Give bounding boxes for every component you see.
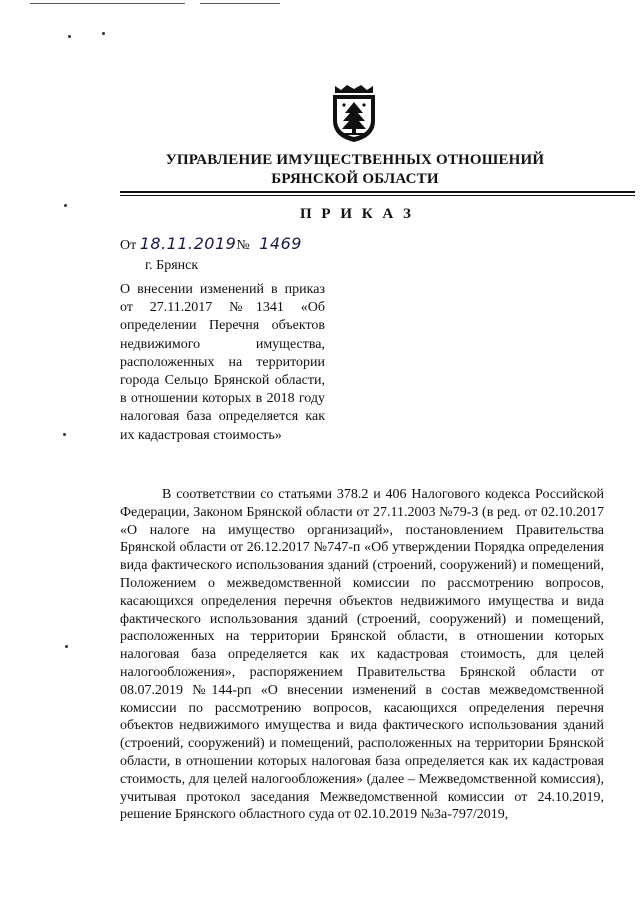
order-subject: О внесении изменений в приказ от 27.11.2017 №1341 «Об определении Перечня объектов недвижимого имущества, расположенных на территории города Сельцо Брянской области, в отношении которых в 2018 году налоговая база определяется как их кадастровая стоимость»	[120, 282, 325, 443]
scan-edge-line-1	[30, 3, 185, 4]
city-name: г. Брянск	[145, 258, 199, 273]
scan-speck	[68, 35, 71, 38]
order-date-handwritten: 18.11.2019	[139, 234, 237, 253]
header-rule-thin	[120, 195, 635, 196]
date-prefix: От	[120, 238, 137, 253]
header-rule-thick	[120, 191, 635, 193]
scan-speck	[102, 32, 105, 35]
order-date-line	[120, 234, 302, 254]
scan-speck	[65, 645, 68, 648]
order-number-handwritten: 1469	[259, 234, 302, 253]
agency-name-line2: БРЯНСКОЙ ОБЛАСТИ	[271, 171, 439, 187]
scan-edge-line-2	[200, 3, 280, 4]
agency-name-line1: УПРАВЛЕНИЕ ИМУЩЕСТВЕННЫХ ОТНОШЕНИЙ	[165, 152, 545, 168]
document-title: П Р И К А З	[300, 206, 414, 222]
bryansk-coat-of-arms-icon	[329, 83, 379, 143]
scan-speck	[64, 204, 67, 207]
preamble-paragraph: В соответствии со статьями 378.2 и 406 Налогового кодекса Российской Федерации, Законом Брянской области от 27.11.2003 №79-З (в ред. от 02.10.2017 «О налоге на имущество организаций», постановлением Правительства Брянской области от 26.12.2017 №747-п «Об утверждении Порядка определения вида фактического использования зданий (строений, сооружений) и помещений, Положением о межведомственной комиссии по рассмотрению вопросов, касающихся определения перечня объектов недвижимого имущества и вида фактического использования зданий (строений, сооружений) и помещений, расположенных на территории Брянской области, в отношении которых налоговая база определяется как их кадастровая стоимость, для целей налогообложения», распоряжением Правительства Брянской области от 08.07.2019 №144-рп «О внесении изменений в состав межведомственной комиссии по рассмотрению вопросов, касающихся определения перечня объектов недвижимого имущества и вида фактического использования зданий (строений, сооружений) и помещений, расположенных на территории Брянской области, в отношении которых налоговая база определяется как их кадастровая стоимость, для целей налогообложения» (далее – Межведомственной комиссия), учитывая протокол заседания Межведомственной комиссии от 24.10.2019, решение Брянского областного суда от 02.10.2019 №3а-797/2019,	[120, 487, 604, 823]
scan-speck	[63, 433, 66, 436]
number-prefix: №	[236, 238, 250, 253]
